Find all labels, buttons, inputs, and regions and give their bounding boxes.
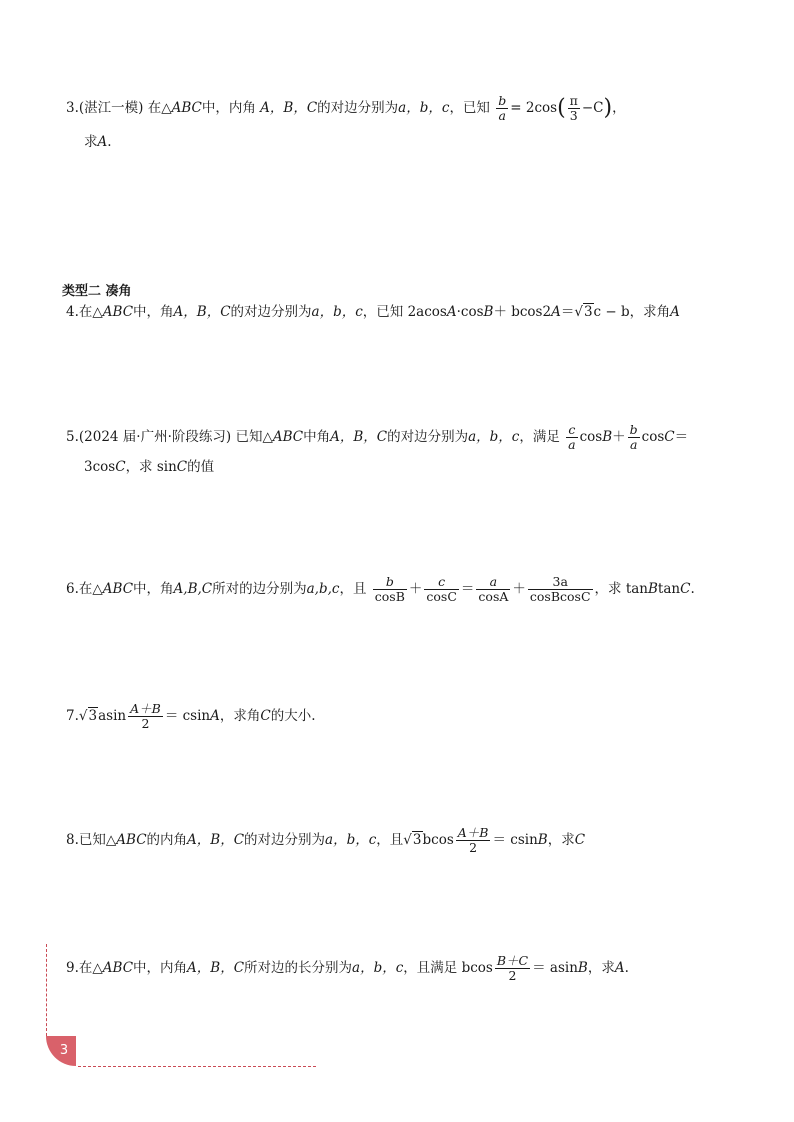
question-3-line-1: 3.(湛江一模) 在△ABC中，内角 A，B，C的对边分别为a，b，c，已知 $\frac{b}{a}$ = 2cos( $\frac{\pi}{3}$ −C)， <box>66 93 626 123</box>
question-6: 6.在△ABC中，角A,B,C所对的边分别为a,b,c，且 $\frac{b}{\cos B}$ ＋ $\frac{c}{\cos C}$ ＝ $\frac{a}{\cos A}$ ＋ $\frac{3a}{\text{cosBcosC}}$ ，求 tanBtanC. <box>66 574 695 604</box>
fraction-b-over-cosB: $\frac{b}{\cos B}$ <box>374 574 405 604</box>
sqrt-3: √3 <box>403 832 422 848</box>
fraction-b-over-a: $\frac{b}{a}$ <box>498 93 507 123</box>
question-9: 9.在△ABC中，内角A，B，C所对边的长分别为a，b，c，且满足 bcos $\frac{B+C}{2}$ ＝ asinB，求A. <box>66 953 629 983</box>
fraction-c-over-a: $\frac{c}{a}$ <box>568 422 576 452</box>
margin-dashed-line <box>46 944 47 1036</box>
fraction-B-plus-C-over-2: $\frac{B+C}{2}$ <box>496 953 529 983</box>
fraction-b-over-a: $\frac{b}{a}$ <box>629 422 638 452</box>
question-4: 4.在△ABC中，角A，B，C的对边分别为a，b，c，已知 2acosA·cosB＋ bcos2A＝√3c − b，求角A <box>66 304 680 320</box>
fraction-A-plus-B-over-2: $\frac{A+B}{2}$ <box>457 825 489 855</box>
sqrt-3: √3 <box>78 708 98 724</box>
fraction-pi-over-3: $\frac{\pi}{3}$ <box>569 93 578 123</box>
fraction-3a-over-cosBcosC: $\frac{3a}{\text{cosBcosC}}$ <box>529 574 591 604</box>
fraction-a-over-cosA: $\frac{a}{\cos A}$ <box>478 574 509 604</box>
question-8: 8.已知△ABC的内角A，B，C的对边分别为a，b，c，且√3bcos $\frac{A+B}{2}$ ＝ csinB，求C <box>66 825 586 855</box>
question-3-line-2: 求A. <box>84 134 112 150</box>
fraction-A-plus-B-over-2: $\frac{A+B}{2}$ <box>130 701 161 731</box>
question-7: 7.√3asin $\frac{A+B}{2}$ ＝ csinA，求角C的大小. <box>66 701 316 731</box>
sqrt-3: √3 <box>574 304 593 320</box>
footer-dashed-line <box>78 1066 316 1067</box>
question-5-line-2: 3cosC，求 sinC的值 <box>84 459 215 475</box>
section-heading: 类型二 凑角 <box>62 284 132 299</box>
question-5-line-1: 5.(2024 届·广州·阶段练习) 已知△ABC中角A，B，C的对边分别为a，b，c，满足 $\frac{c}{a}$ cosB＋ $\frac{b}{a}$ cosC＝ <box>66 422 689 452</box>
page-number-badge: 3 <box>46 1036 76 1066</box>
fraction-c-over-cosC: $\frac{c}{\cos C}$ <box>426 574 457 604</box>
